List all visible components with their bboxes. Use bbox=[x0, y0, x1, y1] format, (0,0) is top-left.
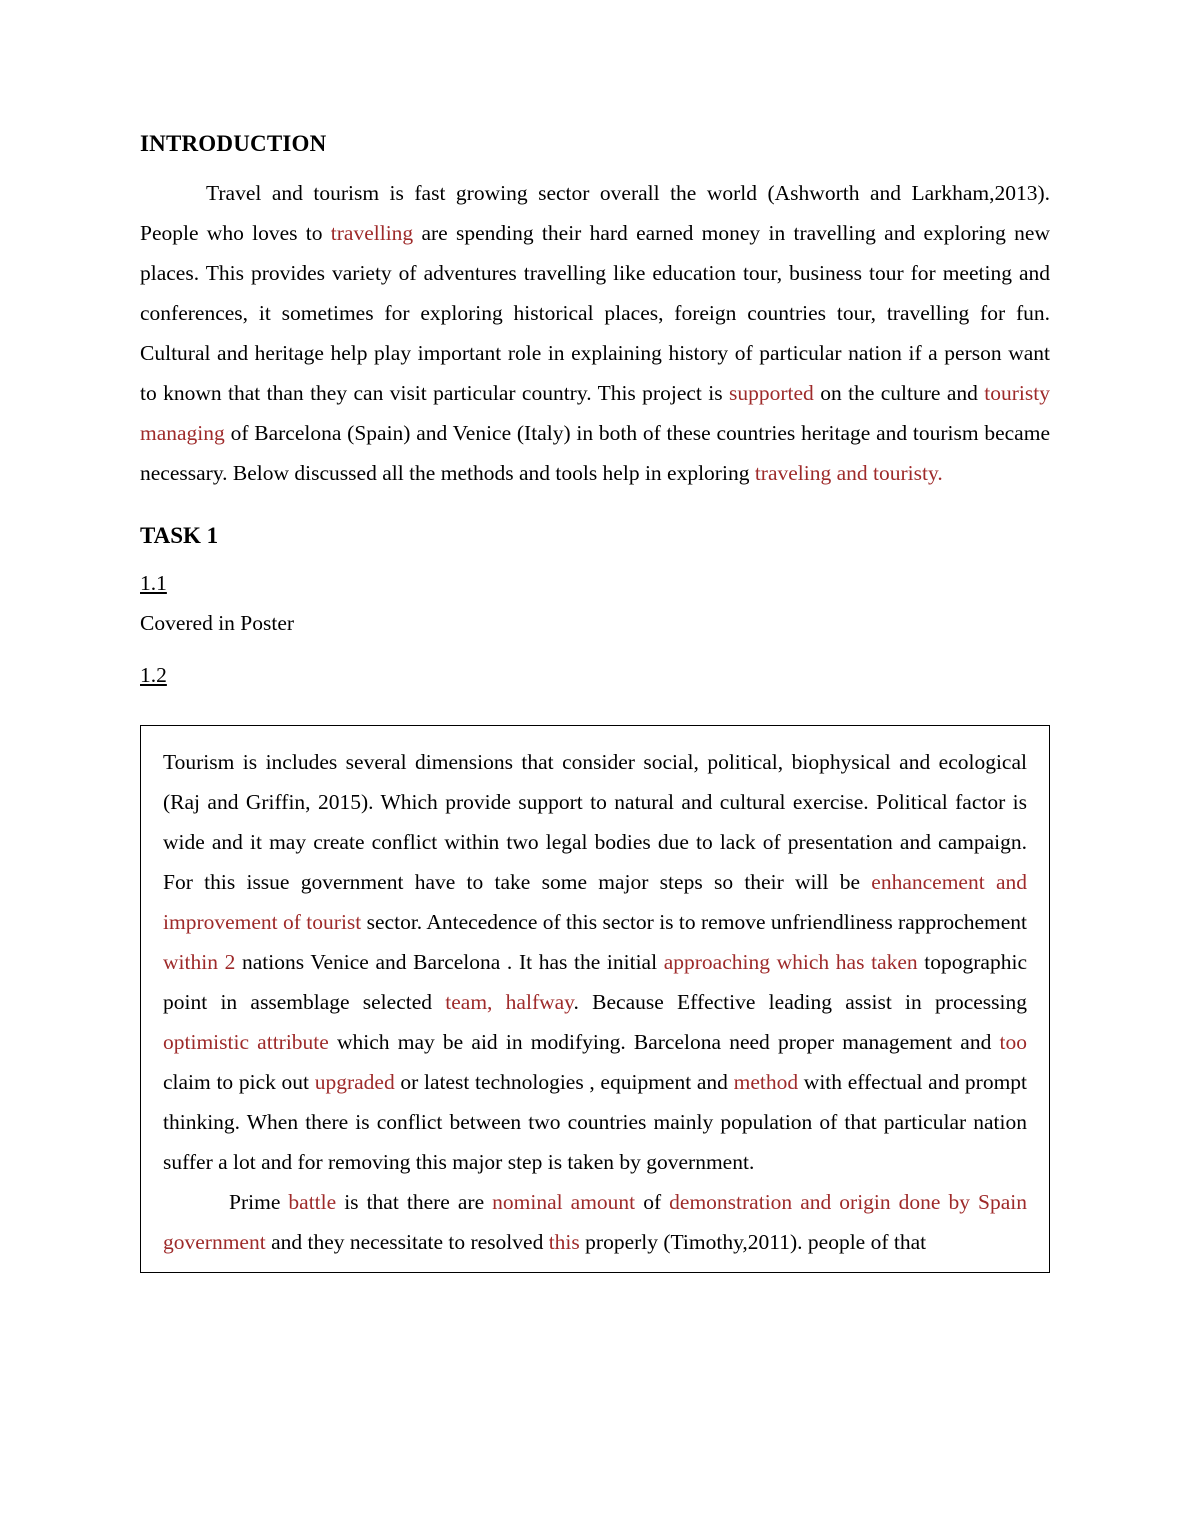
body-text: is that there are bbox=[336, 1189, 493, 1214]
task1-heading: TASK 1 bbox=[140, 522, 219, 548]
subsection-1-1-label: 1.1 bbox=[140, 570, 167, 595]
highlighted-text: too bbox=[999, 1029, 1027, 1054]
highlighted-text: optimistic attribute bbox=[163, 1029, 329, 1054]
body-text: properly (Timothy,2011). people of that bbox=[579, 1229, 927, 1254]
body-text: which may be aid in modifying. Barcelona need proper management and bbox=[328, 1029, 1000, 1054]
body-text: and they necessitate to resolved bbox=[265, 1229, 549, 1254]
highlighted-text: team, halfway bbox=[445, 989, 574, 1014]
body-text: sector. Antecedence of this sector is to remove unfriendliness rapprochement bbox=[361, 909, 1027, 934]
body-text: of bbox=[635, 1189, 670, 1214]
body-text: Tourism is includes several dimensions that consider social, political, biophysical and ecological (Raj and Griffin, 2015). Which provide support to natural and cultural exercise. Political factor is wide and it may create conflict within two legal bodies due to lack of presentation and campaign. For this issue government have to take some major steps so their will be bbox=[163, 749, 1027, 894]
highlighted-text: travelling bbox=[330, 220, 414, 245]
body-text: topographic point in assemblage selected bbox=[163, 949, 1027, 1014]
text-box bbox=[140, 725, 1050, 1273]
subsection-spacer bbox=[140, 643, 1050, 655]
box-paragraph-1 bbox=[163, 742, 1027, 1182]
body-text: Prime bbox=[229, 1189, 289, 1214]
body-text: nations Venice and Barcelona . It has the initial bbox=[235, 949, 664, 974]
subsection-1-1-body: Covered in Poster bbox=[140, 610, 295, 635]
body-text: Travel and tourism is fast growing sector overall the world (Ashworth and Larkham,2013). People who loves to bbox=[140, 180, 1050, 245]
highlighted-text: demonstration and origin done by Spain government bbox=[163, 1189, 1028, 1254]
highlighted-text: nominal amount bbox=[492, 1189, 636, 1214]
section-spacer bbox=[140, 493, 1050, 521]
highlighted-text: battle bbox=[288, 1189, 337, 1214]
highlighted-text: within 2 bbox=[163, 949, 236, 974]
body-text: of Barcelona (Spain) and Venice (Italy) in both of these countries heritage and tourism became necessary. Below discussed all the methods and tools help in exploring bbox=[140, 420, 1050, 485]
highlighted-text: supported bbox=[729, 380, 814, 405]
body-text: with effectual and prompt thinking. When there is conflict between two countries mainly population of that particular nation suffer a lot and for removing this major step is taken by government. bbox=[163, 1069, 1028, 1174]
highlighted-text: this bbox=[548, 1229, 580, 1254]
body-text: . Because Effective leading assist in processing bbox=[573, 989, 1027, 1014]
body-text: claim to pick out bbox=[163, 1069, 315, 1094]
highlighted-text: method bbox=[733, 1069, 799, 1094]
highlighted-text: traveling and touristy. bbox=[754, 460, 943, 485]
subsection-1-2-label: 1.2 bbox=[140, 662, 167, 687]
highlighted-text: approaching which has taken bbox=[663, 949, 918, 974]
body-text: or latest technologies , equipment and bbox=[394, 1069, 734, 1094]
box-paragraph-2 bbox=[163, 1182, 1027, 1262]
highlighted-text: upgraded bbox=[314, 1069, 395, 1094]
introduction-paragraph bbox=[140, 173, 1050, 493]
heading-spacer bbox=[140, 551, 1050, 563]
highlighted-text: touristy managing bbox=[140, 380, 1050, 445]
highlighted-text: enhancement and improvement of tourist bbox=[163, 869, 1028, 934]
body-text: are spending their hard earned money in travelling and exploring new places. This provides variety of adventures travelling like education tour, business tour for meeting and conferences, it sometimes for exploring historical places, foreign countries tour, travelling for fun. Cultural and heritage help play important role in explaining history of particular nation if a person want to known that than they can visit particular country. This project is bbox=[140, 220, 1050, 405]
introduction-heading: INTRODUCTION bbox=[140, 131, 327, 156]
body-text: on the culture and bbox=[813, 380, 985, 405]
